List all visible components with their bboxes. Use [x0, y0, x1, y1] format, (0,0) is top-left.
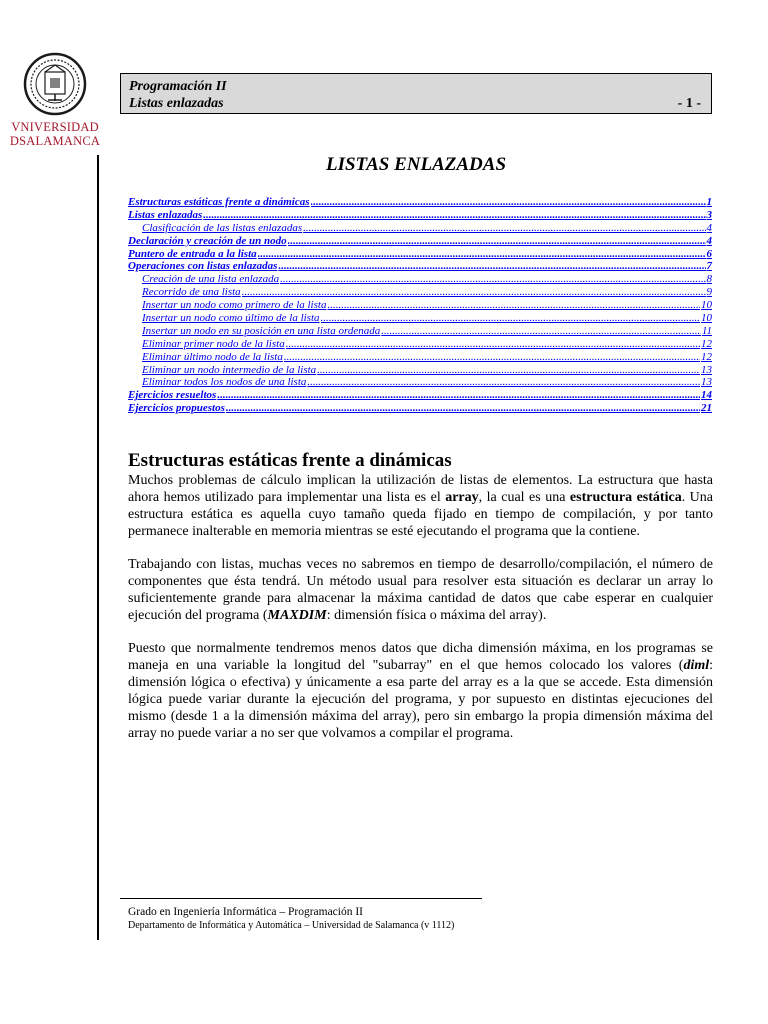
toc-leader-dots: [327, 299, 700, 312]
toc-leader-dots: [242, 286, 706, 299]
toc-entry[interactable]: [128, 248, 712, 261]
toc-entry[interactable]: [128, 325, 712, 338]
toc-entry[interactable]: [128, 273, 712, 286]
toc-entry-title: Puntero de entrada a la lista: [128, 247, 257, 260]
toc-entry-page: 12: [701, 337, 712, 350]
toc-entry-page: 6: [706, 247, 712, 260]
toc-entry-title: Insertar un nodo en su posición en una lista ordenada: [142, 324, 381, 337]
section-heading: Estructuras estáticas frente a dinámicas: [128, 450, 452, 471]
toc-entry[interactable]: [128, 402, 712, 415]
page-title: LISTAS ENLAZADAS: [325, 154, 507, 175]
toc-entry-page: 13: [701, 376, 712, 389]
toc-entry-page: 4: [706, 234, 712, 247]
toc-entry-title: Estructuras estáticas frente a dinámicas: [128, 196, 310, 208]
toc-entry-title: Insertar un nodo como último de la lista: [142, 312, 320, 325]
paragraph-text: : dimensión lógica o efectiva) y únicamente a esa parte del array es a la que se accede. Esta dimensión lógica puede variar durante la ejecución del programa, y por supuesto en distintas ejecuciones del mismo (desde 1 a la dimensión máxima del array), pero sin embargo la propia dimensión máxima del array no puede variar a no ser que volvamos a compilar el programa.: [128, 658, 713, 741]
toc-leader-dots: [286, 338, 700, 351]
body-paragraph: [128, 640, 713, 742]
toc-entry[interactable]: [128, 299, 712, 312]
toc-entry[interactable]: [128, 196, 712, 209]
toc-leader-dots: [317, 364, 700, 377]
toc-entry[interactable]: [128, 338, 712, 351]
toc-entry-page: 10: [701, 299, 712, 312]
toc-entry-page: 13: [701, 363, 712, 376]
toc-entry-title: Insertar un nodo como primero de la lista: [142, 299, 327, 312]
toc-entry-page: 11: [701, 324, 712, 337]
emphasis-text: estructura estática: [569, 490, 682, 505]
paragraph-text: Puesto que normalmente tendremos menos datos que dicha dimensión máxima, en los programas se maneja en una variable la longitud del "subarray" en el que hemos colocado los valores (: [128, 641, 713, 673]
toc-entry-title: Listas enlazadas: [128, 208, 203, 221]
toc-entry[interactable]: [128, 351, 712, 364]
left-margin-rule: [97, 155, 99, 940]
paragraph-text: Trabajando con listas, muchas veces no sabremos en tiempo de desarrollo/compilación, el número de componentes que ésta tendrá. Un método usual para resolver esta situación es declarar un array lo suficientemente grande para almacenar la máxima cantidad de datos que cabe esperar en cualquier ejecución del programa (: [128, 557, 713, 623]
toc-leader-dots: [288, 235, 706, 248]
toc-leader-dots: [226, 402, 700, 415]
toc-entry[interactable]: [128, 260, 712, 273]
toc-leader-dots: [217, 389, 700, 402]
header-topic: Listas enlazadas: [129, 96, 224, 111]
header-course: Programación II: [129, 79, 227, 94]
toc-entry-title: Clasificación de las listas enlazadas: [142, 221, 303, 234]
toc-entry[interactable]: [128, 286, 712, 299]
toc-entry-title: Eliminar todos los nodos de una lista: [142, 376, 307, 389]
toc-leader-dots: [321, 312, 700, 325]
toc-entry-page: 1: [706, 196, 712, 208]
toc-entry[interactable]: [128, 389, 712, 402]
toc-entry-title: Ejercicios propuestos: [128, 402, 225, 415]
toc-leader-dots: [303, 222, 705, 235]
toc-entry-page: 7: [706, 260, 712, 273]
toc-entry[interactable]: [128, 235, 712, 248]
footer-line1: Grado en Ingeniería Informática – Programación II: [128, 906, 364, 918]
toc-entry-title: Ejercicios resueltos: [128, 389, 217, 402]
toc-entry-page: 21: [701, 402, 712, 415]
toc-entry-title: Eliminar un nodo intermedio de la lista: [142, 363, 317, 376]
toc-entry-title: Operaciones con listas enlazadas: [128, 260, 278, 273]
toc-leader-dots: [280, 273, 705, 286]
toc-entry-title: Eliminar primer nodo de la lista: [142, 337, 285, 350]
toc-entry-page: 14: [701, 389, 712, 402]
header-page-number: - 1 -: [677, 96, 701, 111]
toc-entry[interactable]: [128, 376, 712, 389]
toc-leader-dots: [258, 248, 706, 261]
toc-entry-page: 3: [706, 208, 712, 221]
toc-entry-title: Eliminar último nodo de la lista: [142, 350, 283, 363]
page-footer: [128, 906, 454, 932]
footer-line2: Departamento de Informática y Automática – Universidad de Salamanca (v 1112): [128, 920, 455, 931]
toc-leader-dots: [381, 325, 701, 338]
paragraph-text: : dimensión física o máxima del array).: [326, 608, 547, 623]
toc-leader-dots: [311, 196, 706, 209]
toc-entry[interactable]: [128, 364, 712, 377]
logo-line2: DSALAMANCA: [9, 134, 101, 148]
toc-entry-title: Recorrido de una lista: [142, 286, 241, 299]
footer-rule: [120, 898, 482, 899]
emphasis-text: MAXDIM: [267, 608, 327, 623]
paragraph-text: . Una estructura estática es aquella cuyo tamaño queda fijado en tiempo de compilación, y por tanto permanece inalterable en memoria mientras se esté ejecutando el programa que la contiene.: [128, 490, 714, 539]
body-paragraph: [128, 472, 713, 540]
toc-leader-dots: [278, 260, 705, 273]
emphasis-text: diml: [683, 658, 710, 673]
table-of-contents: [128, 196, 712, 415]
page-header: [120, 73, 712, 114]
toc-entry[interactable]: [128, 209, 712, 222]
logo-line1: VNIVERSIDAD: [11, 120, 99, 134]
toc-entry-page: 4: [706, 221, 712, 234]
paragraph-text: Muchos problemas de cálculo implican la utilización de listas de elementos. La estructura que hasta ahora hemos utilizado para implementar una lista es el: [128, 473, 713, 505]
toc-entry[interactable]: [128, 312, 712, 325]
toc-entry[interactable]: [128, 222, 712, 235]
toc-leader-dots: [307, 376, 700, 389]
university-seal-icon: [23, 52, 87, 116]
toc-leader-dots: [203, 209, 705, 222]
section-body: [128, 472, 713, 758]
toc-entry-page: 10: [701, 312, 712, 325]
toc-entry-title: Declaración y creación de un nodo: [128, 234, 287, 247]
toc-entry-page: 9: [706, 286, 712, 299]
university-logo: [6, 52, 104, 148]
toc-leader-dots: [284, 351, 700, 364]
body-paragraph: [128, 556, 713, 624]
paragraph-text: , la cual es una: [478, 490, 570, 505]
toc-entry-page: 8: [706, 273, 712, 286]
emphasis-text: array: [445, 490, 479, 505]
toc-entry-page: 12: [701, 350, 712, 363]
toc-entry-title: Creación de una lista enlazada: [142, 273, 280, 286]
